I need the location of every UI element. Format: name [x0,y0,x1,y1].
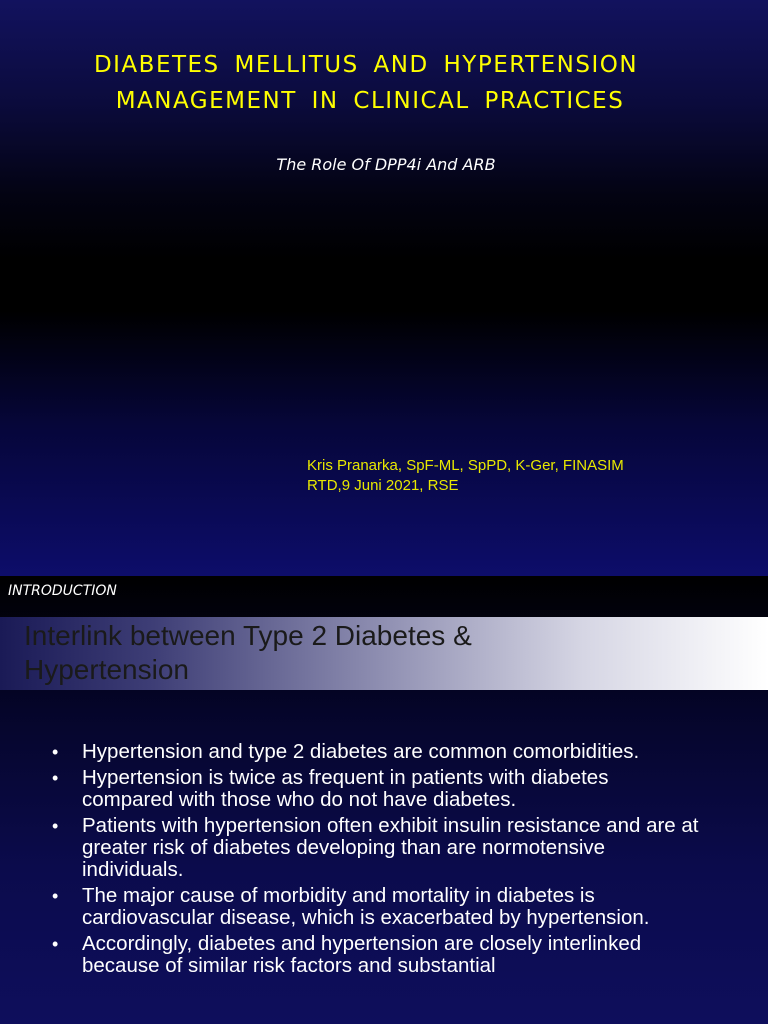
bullet-item [52,815,702,881]
bullet-text: The major cause of morbidity and mortality in diabetes is cardiovascular disease, which is exacerbated by hypertension. [82,884,650,929]
bullet-icon: • [52,742,59,762]
section-label: INTRODUCTION [8,583,117,599]
author-name: Kris Pranarka, SpF-ML, SpPD, K-Ger, FINASIM [307,457,624,474]
bullet-text: Patients with hypertension often exhibit insulin resistance and are at greater risk of diabetes developing than are normotensive individuals. [82,814,699,881]
slide-title-line-1: DIABETES MELLITUS AND HYPERTENSION [93,52,639,78]
slide-subtitle: The Role Of DPP4i And ARB [276,155,496,174]
bullet-item [52,933,702,977]
bullet-icon: • [52,816,59,836]
slide-heading-line-2: Hypertension [24,654,189,685]
bullet-text: Accordingly, diabetes and hypertension are closely interlinked because of similar risk factors and substantial [82,932,642,977]
bullet-list [52,741,702,981]
slide-heading-line-1: Interlink between Type 2 Diabetes & [24,620,472,651]
bullet-item [52,885,702,929]
header-band [0,617,768,690]
slide-heading [24,619,624,687]
bullet-text: Hypertension and type 2 diabetes are common comorbidities. [82,740,640,763]
bullet-icon: • [52,934,59,954]
introduction-slide [0,576,768,1024]
presentation-date-venue: RTD,9 Juni 2021, RSE [307,477,459,494]
bullet-icon: • [52,768,59,788]
bullet-item [52,767,702,811]
bullet-text: Hypertension is twice as frequent in patients with diabetes compared with those who do not have diabetes. [82,766,609,811]
slide-title-line-2: MANAGEMENT IN CLINICAL PRACTICES [115,88,625,114]
bullet-icon: • [52,886,59,906]
bullet-item [52,741,702,763]
author-block [307,456,624,496]
